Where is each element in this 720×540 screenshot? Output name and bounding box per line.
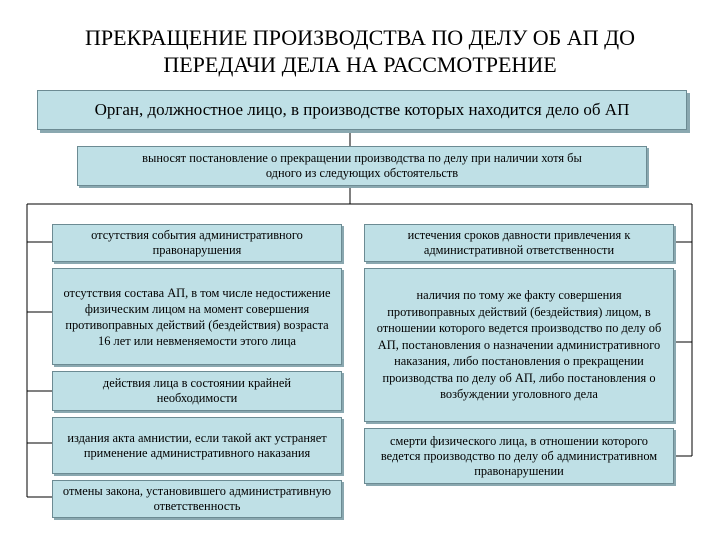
left-condition-box	[52, 417, 342, 474]
root-authority-text: Орган, должностное лицо, в производстве которых находится дело об АП	[94, 100, 630, 119]
left-condition-box	[52, 224, 342, 262]
decision-text: выносят постановление о прекращении производства по делу при наличии хотя бы одного из следующих обстоятельств	[142, 151, 582, 180]
left-condition-box	[52, 371, 342, 411]
title-line-2: ПЕРЕДАЧИ ДЕЛА НА РАССМОТРЕНИЕ	[163, 52, 557, 77]
title-line-1: ПРЕКРАЩЕНИЕ ПРОИЗВОДСТВА ПО ДЕЛУ ОБ АП ДО	[85, 25, 635, 50]
left-condition-text: отсутствия состава АП, в том числе недостижение физическим лицом на момент совершения противоправных действий (бездействия) возраста 16 лет или невменяемости этого лица	[63, 285, 331, 348]
right-condition-box	[364, 428, 674, 484]
left-condition-box	[52, 268, 342, 365]
left-condition-text: отсутствия события административного правонарушения	[91, 228, 303, 257]
root-authority-box	[37, 90, 687, 130]
left-condition-text: издания акта амнистии, если такой акт устраняет применение административного наказания	[67, 430, 327, 460]
left-condition-text: отмены закона, установившего административную ответственность	[62, 484, 332, 513]
decision-box	[77, 146, 647, 186]
left-condition-box	[52, 480, 342, 518]
right-condition-text: смерти физического лица, в отношении которого ведется производство по делу об административном правонарушении	[380, 433, 658, 478]
right-condition-text: истечения сроков давности привлечения к административной ответственности	[407, 228, 631, 257]
left-condition-text: действия лица в состоянии крайней необходимости	[102, 376, 292, 405]
right-condition-text: наличия по тому же факту совершения противоправных действий (бездействия) лицом, в отношении которого ведется производство по делу об АП, постановления о назначении административного наказания, либо постановления о прекращении производства по делу об АП, либо постановления о возбуждении уголовного дела	[376, 288, 662, 402]
right-condition-box	[364, 268, 674, 422]
right-condition-box	[364, 224, 674, 262]
